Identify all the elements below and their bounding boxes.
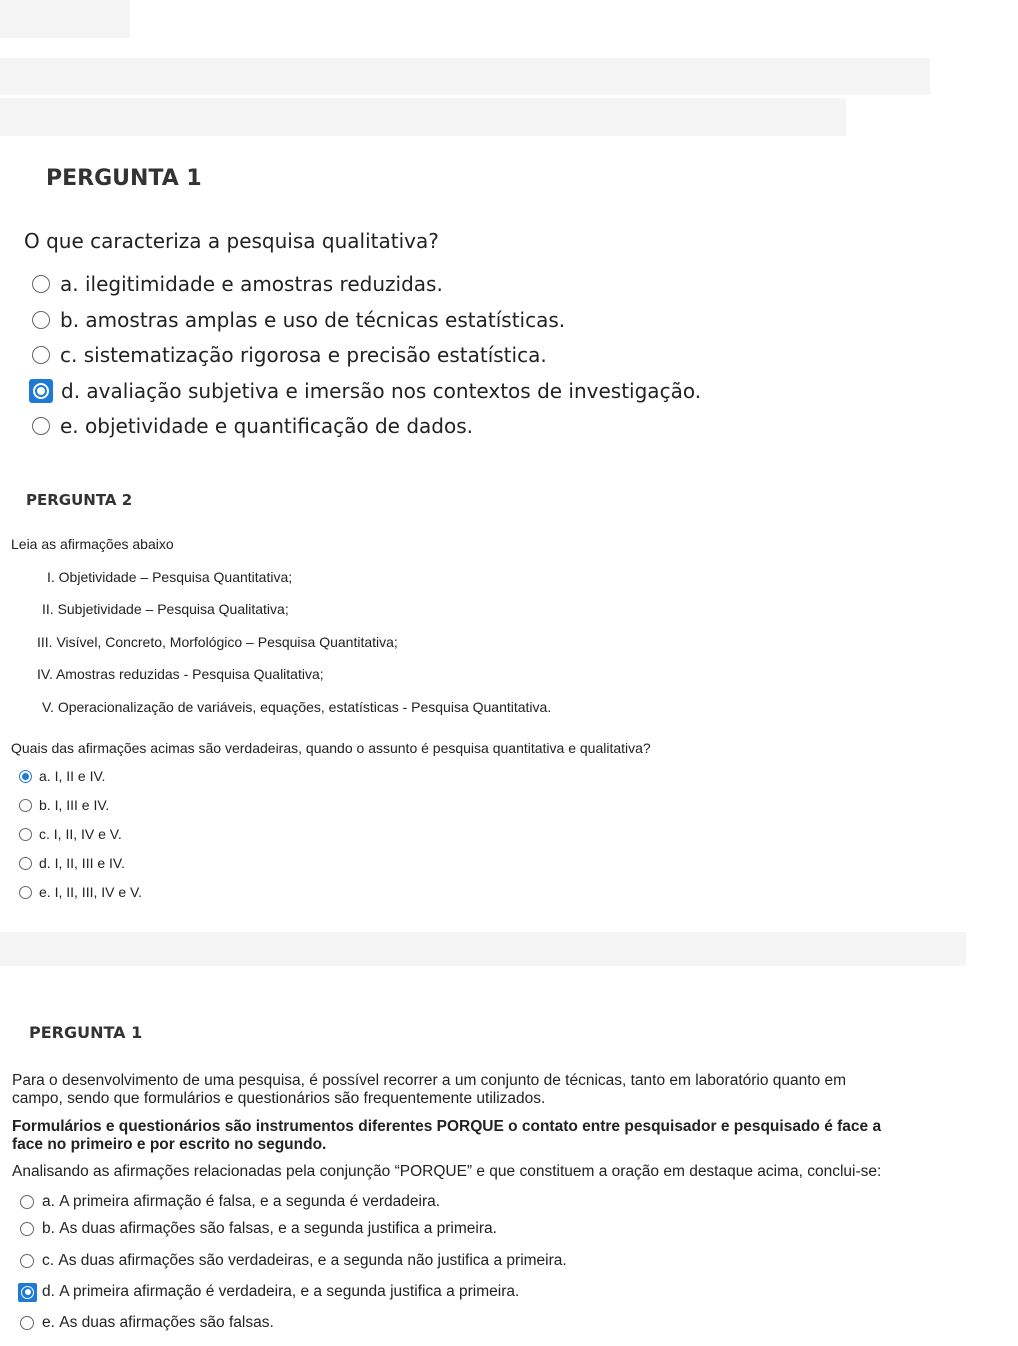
radio-unchecked-icon[interactable]	[20, 1254, 34, 1268]
answer-option-a[interactable]	[20, 1191, 440, 1213]
question-paragraph-line: campo, sendo que formulários e questionários são frequentemente utilizados.	[12, 1090, 546, 1107]
answer-option-e[interactable]	[19, 882, 142, 902]
option-text: amostras amplas e uso de técnicas estatísticas.	[85, 308, 566, 332]
option-text: I, II, III e IV.	[54, 855, 125, 871]
radio-unchecked-icon[interactable]	[20, 1316, 34, 1330]
radio-unchecked-icon[interactable]	[19, 857, 32, 870]
radio-checked-icon[interactable]	[19, 770, 32, 783]
option-letter: b.	[60, 308, 80, 332]
option-text: As duas afirmações são falsas.	[59, 1314, 274, 1331]
option-text: As duas afirmações são verdadeiras, e a segunda não justifica a primeira.	[58, 1252, 567, 1269]
answer-option-d[interactable]	[32, 377, 701, 405]
question-paragraph-line: Para o desenvolvimento de uma pesquisa, é possível recorrer a um conjunto de técnicas, tanto em laboratório quanto em	[12, 1072, 847, 1089]
option-text: As duas afirmações são falsas, e a segunda justifica a primeira.	[59, 1220, 497, 1237]
answer-option-d[interactable]	[20, 1281, 519, 1303]
answer-option-a[interactable]	[32, 270, 443, 298]
option-text: A primeira afirmação é falsa, e a segunda é verdadeira.	[59, 1193, 441, 1210]
question-text: Analisando as afirmações relacionadas pela conjunção “PORQUE” e que constituem a oração em destaque acima, conclui-se:	[12, 1163, 882, 1180]
option-letter: c.	[60, 343, 78, 367]
question-text: O que caracteriza a pesquisa qualitativa?	[24, 229, 439, 253]
answer-option-b[interactable]	[19, 795, 109, 815]
radio-unchecked-icon[interactable]	[32, 346, 50, 364]
option-letter: a.	[42, 1193, 55, 1210]
radio-unchecked-icon[interactable]	[19, 799, 32, 812]
answer-option-c[interactable]	[20, 1250, 567, 1272]
option-text: I, II, III, IV e V.	[54, 884, 142, 900]
answer-option-b[interactable]	[20, 1218, 497, 1240]
option-letter: d.	[39, 855, 51, 871]
option-text: objetividade e quantificação de dados.	[85, 414, 473, 438]
option-letter: e.	[39, 884, 51, 900]
option-text: ilegitimidade e amostras reduzidas.	[84, 272, 443, 296]
answer-option-c[interactable]	[32, 341, 547, 369]
redacted-header-block	[0, 0, 130, 38]
statement-item: V. Operacionalização de variáveis, equações, estatísticas - Pesquisa Quantitativa.	[42, 699, 552, 715]
option-letter: e.	[42, 1314, 55, 1331]
option-text: A primeira afirmação é verdadeira, e a segunda justifica a primeira.	[59, 1283, 520, 1300]
redacted-header-bar	[0, 58, 930, 95]
option-letter: a.	[39, 768, 51, 784]
radio-unchecked-icon[interactable]	[19, 886, 32, 899]
option-letter: b.	[39, 797, 51, 813]
option-letter: e.	[60, 414, 79, 438]
statement-item: IV. Amostras reduzidas - Pesquisa Qualitativa;	[37, 666, 324, 682]
radio-checked-icon[interactable]	[18, 1283, 37, 1302]
option-letter: c.	[42, 1252, 55, 1269]
option-letter: a.	[60, 272, 79, 296]
radio-unchecked-icon[interactable]	[32, 275, 50, 293]
option-text: sistematização rigorosa e precisão estatística.	[83, 343, 547, 367]
radio-unchecked-icon[interactable]	[32, 311, 50, 329]
statement-item: III. Visível, Concreto, Morfológico – Pesquisa Quantitativa;	[37, 634, 398, 650]
redacted-header-bar	[0, 98, 846, 136]
option-letter: d.	[61, 379, 81, 403]
option-text: I, II, IV e V.	[53, 826, 122, 842]
radio-checked-icon[interactable]	[29, 379, 53, 403]
option-text: I, II e IV.	[54, 768, 106, 784]
question-intro: Leia as afirmações abaixo	[11, 536, 174, 552]
question-text: Quais das afirmações acimas são verdadeiras, quando o assunto é pesquisa quantitativa e qualitativa?	[11, 740, 651, 756]
highlighted-statement-line: face no primeiro e por escrito no segundo.	[12, 1136, 327, 1153]
question-title: PERGUNTA 1	[46, 166, 202, 191]
redacted-separator-bar	[0, 932, 966, 966]
answer-option-e[interactable]	[32, 412, 473, 440]
option-letter: d.	[42, 1283, 55, 1300]
radio-unchecked-icon[interactable]	[19, 828, 32, 841]
statement-item: I. Objetividade – Pesquisa Quantitativa;	[47, 569, 293, 585]
question-title: PERGUNTA 2	[26, 491, 133, 509]
answer-option-d[interactable]	[19, 853, 125, 873]
answer-option-c[interactable]	[19, 824, 122, 844]
question-title: PERGUNTA 1	[29, 1023, 143, 1042]
option-letter: c.	[39, 826, 50, 842]
option-text: I, III e IV.	[54, 797, 110, 813]
answer-option-a[interactable]	[19, 766, 105, 786]
answer-option-e[interactable]	[20, 1312, 274, 1334]
statement-item: II. Subjetividade – Pesquisa Qualitativa;	[42, 601, 289, 617]
radio-unchecked-icon[interactable]	[20, 1195, 34, 1209]
highlighted-statement-line: Formulários e questionários são instrumentos diferentes PORQUE o contato entre pesquisador e pesquisado é face a	[12, 1118, 882, 1135]
radio-unchecked-icon[interactable]	[32, 417, 50, 435]
option-letter: b.	[42, 1220, 55, 1237]
option-text: avaliação subjetiva e imersão nos contextos de investigação.	[86, 379, 702, 403]
radio-unchecked-icon[interactable]	[20, 1222, 34, 1236]
answer-option-b[interactable]	[32, 306, 565, 334]
